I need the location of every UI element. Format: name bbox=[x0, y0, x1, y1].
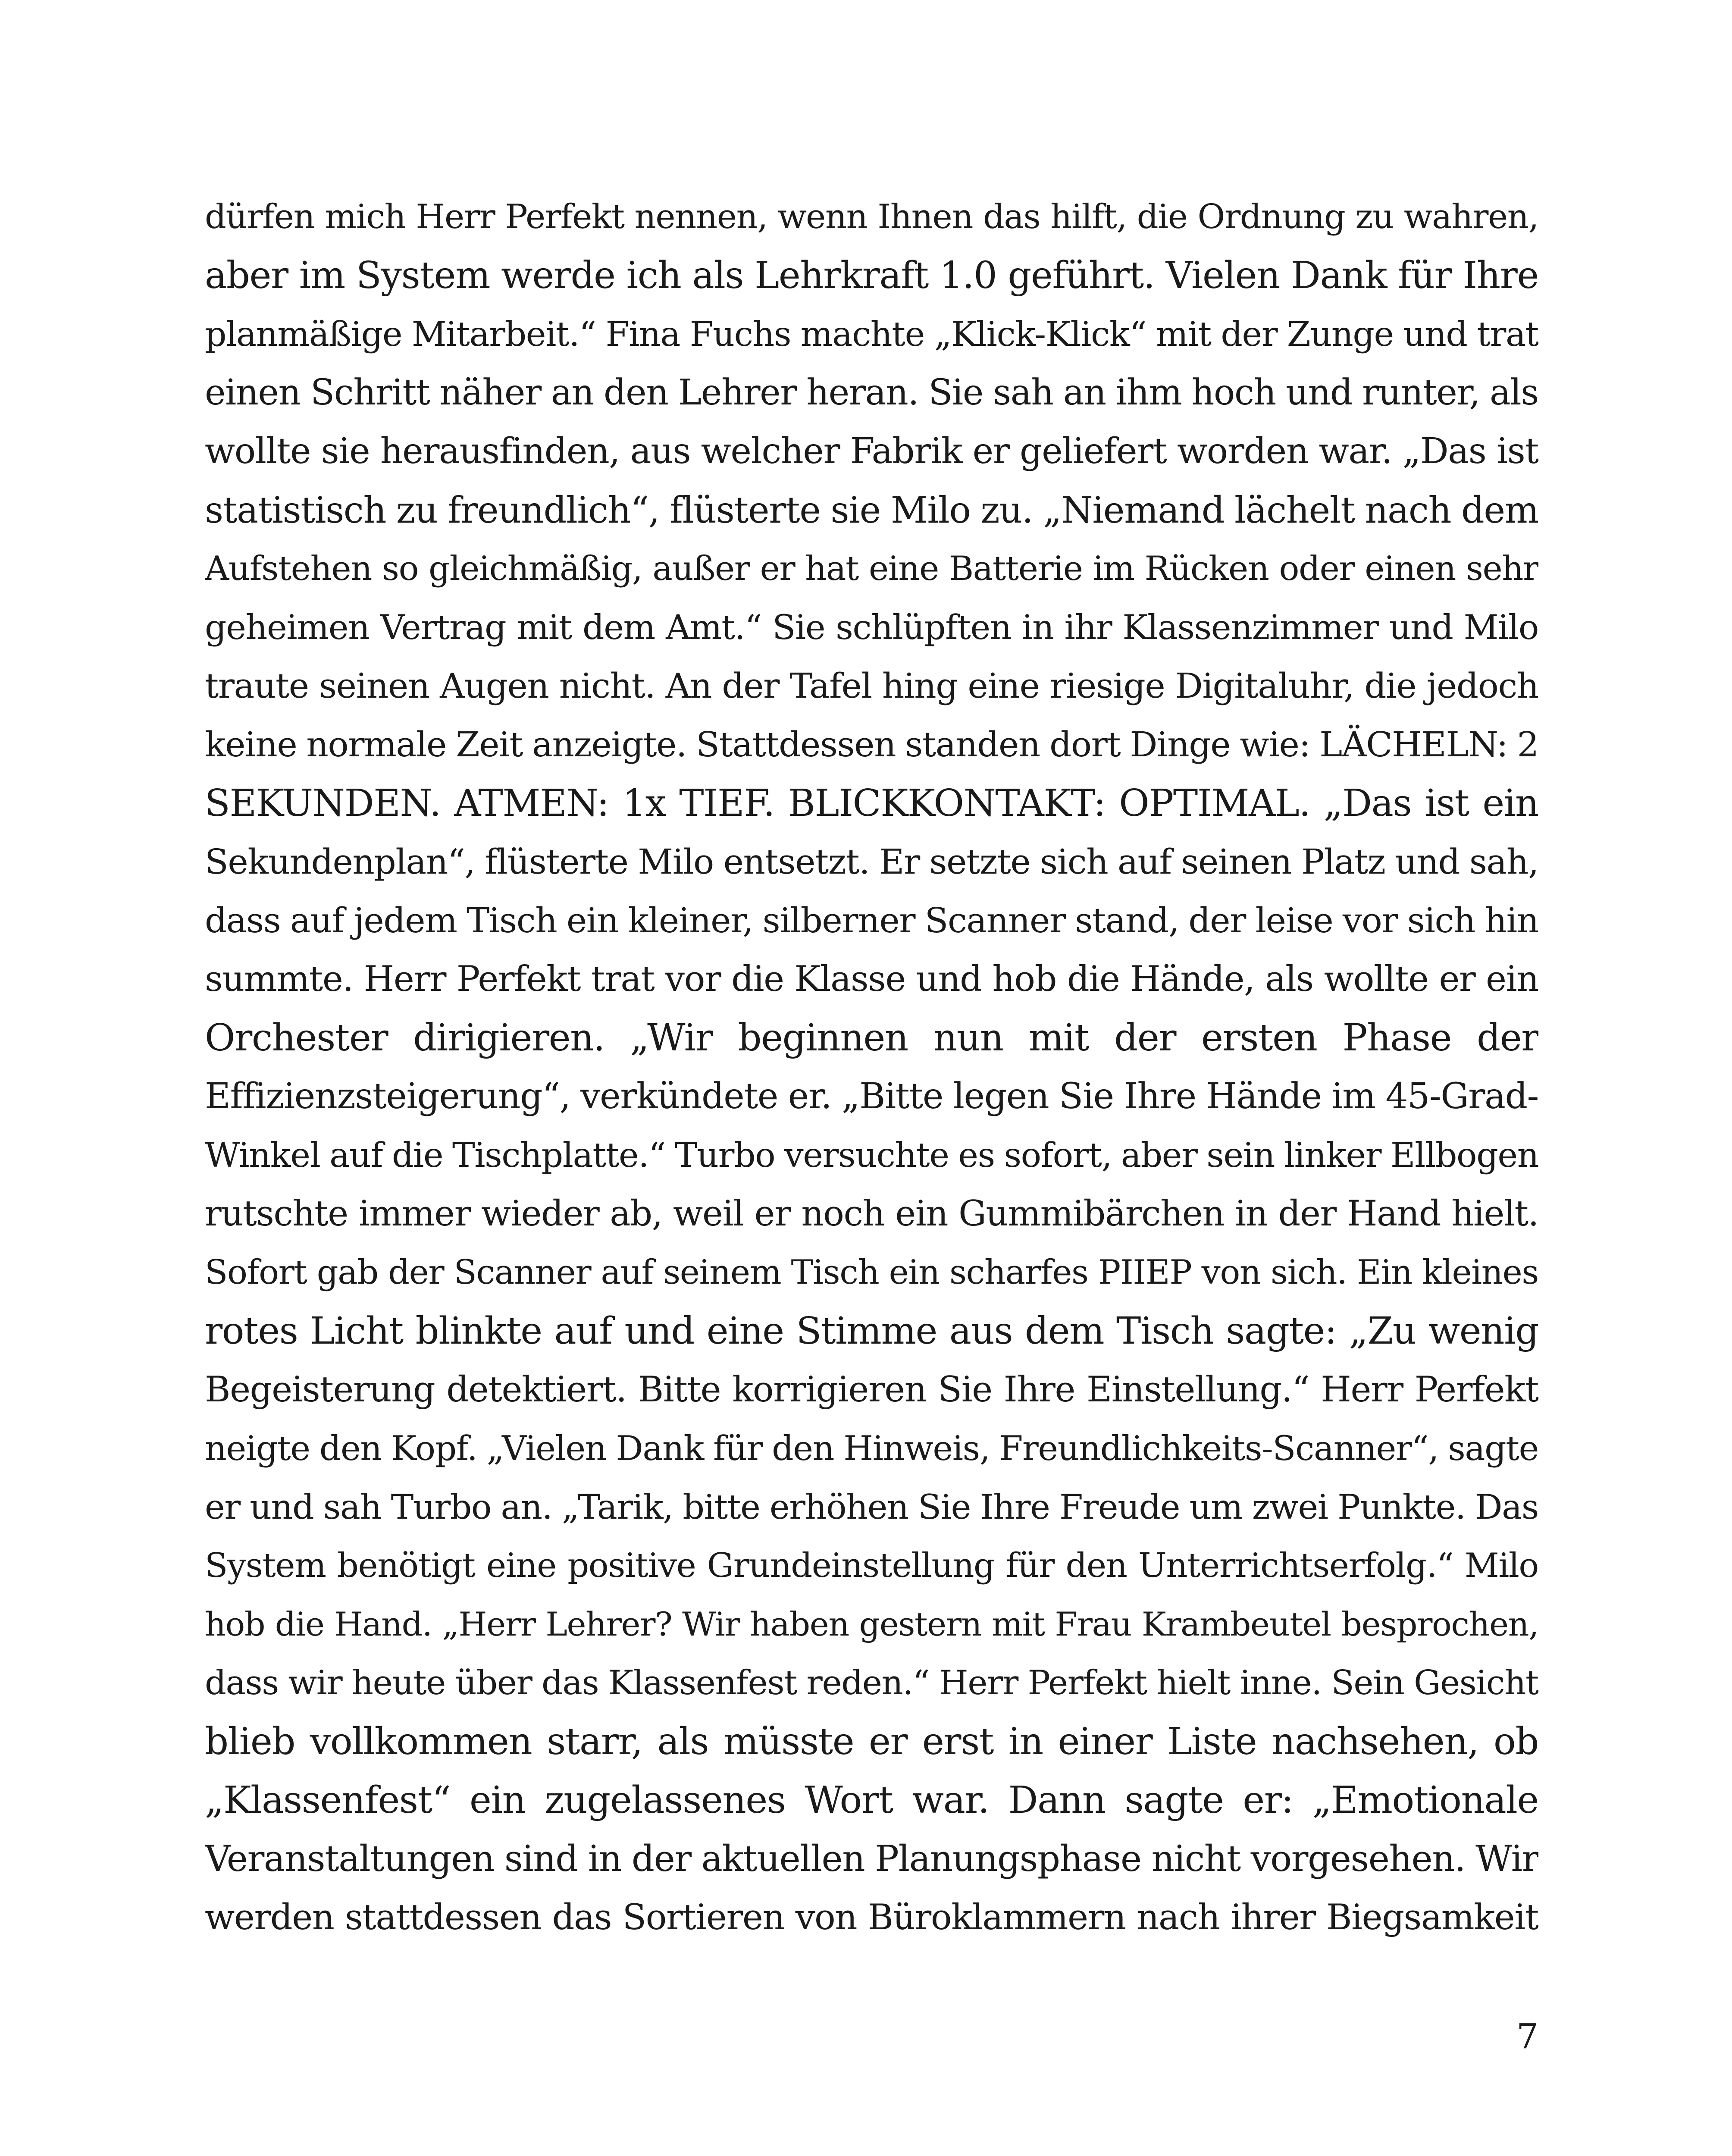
text-line: Sekundenplan“, flüsterte Milo entsetzt. Er setzte sich auf seinen Platz und sah, bbox=[205, 842, 1538, 882]
text-line: System benötigt eine positive Grundeinstellung für den Unterrichtserfolg.“ Milo bbox=[205, 1546, 1538, 1585]
text-line: geheimen Vertrag mit dem Amt.“ Sie schlüpften in ihr Klassenzimmer und Milo bbox=[205, 608, 1538, 647]
text-line: keine normale Zeit anzeigte. Stattdessen standen dort Dinge wie: LÄCHELN: 2 bbox=[205, 724, 1538, 765]
text-line: neigte den Kopf. „Vielen Dank für den Hinweis, Freundlichkeits-Scanner“, sagte bbox=[205, 1429, 1538, 1468]
text-line: dass wir heute über das Klassenfest reden.“ Herr Perfekt hielt inne. Sein Gesicht bbox=[205, 1664, 1538, 1702]
text-line: Sofort gab der Scanner auf seinem Tisch ein scharfes PIIEP von sich. Ein kleines bbox=[205, 1253, 1538, 1292]
text-line: Winkel auf die Tischplatte.“ Turbo versuchte es sofort, aber sein linker Ellbogen bbox=[205, 1135, 1538, 1175]
text-line: „Klassenfest“ ein zugelassenes Wort war. Dann sagte er: „Emotionale bbox=[205, 1779, 1538, 1822]
text-line: er und sah Turbo an. „Tarik, bitte erhöhen Sie Ihre Freude um zwei Punkte. Das bbox=[205, 1487, 1538, 1527]
text-line: summte. Herr Perfekt trat vor die Klasse und hob die Hände, als wollte er ein bbox=[205, 959, 1538, 1000]
text-line: wollte sie herausfinden, aus welcher Fabrik er geliefert worden war. „Das ist bbox=[205, 431, 1538, 472]
text-line: statistisch zu freundlich“, flüsterte sie Milo zu. „Niemand lächelt nach dem bbox=[205, 489, 1538, 531]
text-line: werden stattdessen das Sortieren von Büroklammern nach ihrer Biegsamkeit bbox=[205, 1897, 1538, 1938]
body-text bbox=[205, 188, 1538, 1999]
text-line: Aufstehen so gleichmäßig, außer er hat eine Batterie im Rücken oder einen sehr bbox=[205, 549, 1538, 588]
text-line: Effizienzsteigerung“, verkündete er. „Bitte legen Sie Ihre Hände im 45-Grad- bbox=[205, 1076, 1538, 1117]
text-line: Begeisterung detektiert. Bitte korrigieren Sie Ihre Einstellung.“ Herr Perfekt bbox=[205, 1369, 1538, 1410]
text-line: aber im System werde ich als Lehrkraft 1.0 geführt. Vielen Dank für Ihre bbox=[205, 254, 1538, 297]
text-line: einen Schritt näher an den Lehrer heran. Sie sah an ihm hoch und runter, als bbox=[205, 372, 1538, 413]
text-line: dürfen mich Herr Perfekt nennen, wenn Ihnen das hilft, die Ordnung zu wahren, bbox=[205, 197, 1538, 236]
text-line: Veranstaltungen sind in der aktuellen Planungsphase nicht vorgesehen. Wir bbox=[205, 1838, 1538, 1880]
text-line: hob die Hand. „Herr Lehrer? Wir haben gestern mit Frau Krambeutel besprochen, bbox=[205, 1605, 1538, 1643]
page-number: 7 bbox=[1516, 2016, 1538, 2056]
text-line: rutschte immer wieder ab, weil er noch ein Gummibärchen in der Hand hielt. bbox=[205, 1194, 1538, 1234]
text-line: SEKUNDEN. ATMEN: 1x TIEF. BLICKKONTAKT: OPTIMAL. „Das ist ein bbox=[205, 782, 1538, 825]
text-line: dass auf jedem Tisch ein kleiner, silberner Scanner stand, der leise vor sich hin bbox=[205, 900, 1538, 940]
text-line: planmäßige Mitarbeit.“ Fina Fuchs machte „Klick-Klick“ mit der Zunge und trat bbox=[205, 314, 1538, 354]
text-line: Orchester dirigieren. „Wir beginnen nun mit der ersten Phase der bbox=[205, 1016, 1538, 1059]
text-line: blieb vollkommen starr, als müsste er erst in einer Liste nachsehen, ob bbox=[205, 1720, 1538, 1763]
text-line: rotes Licht blinkte auf und eine Stimme aus dem Tisch sagte: „Zu wenig bbox=[205, 1310, 1538, 1353]
text-line: traute seinen Augen nicht. An der Tafel hing eine riesige Digitaluhr, die jedoch bbox=[205, 666, 1538, 706]
